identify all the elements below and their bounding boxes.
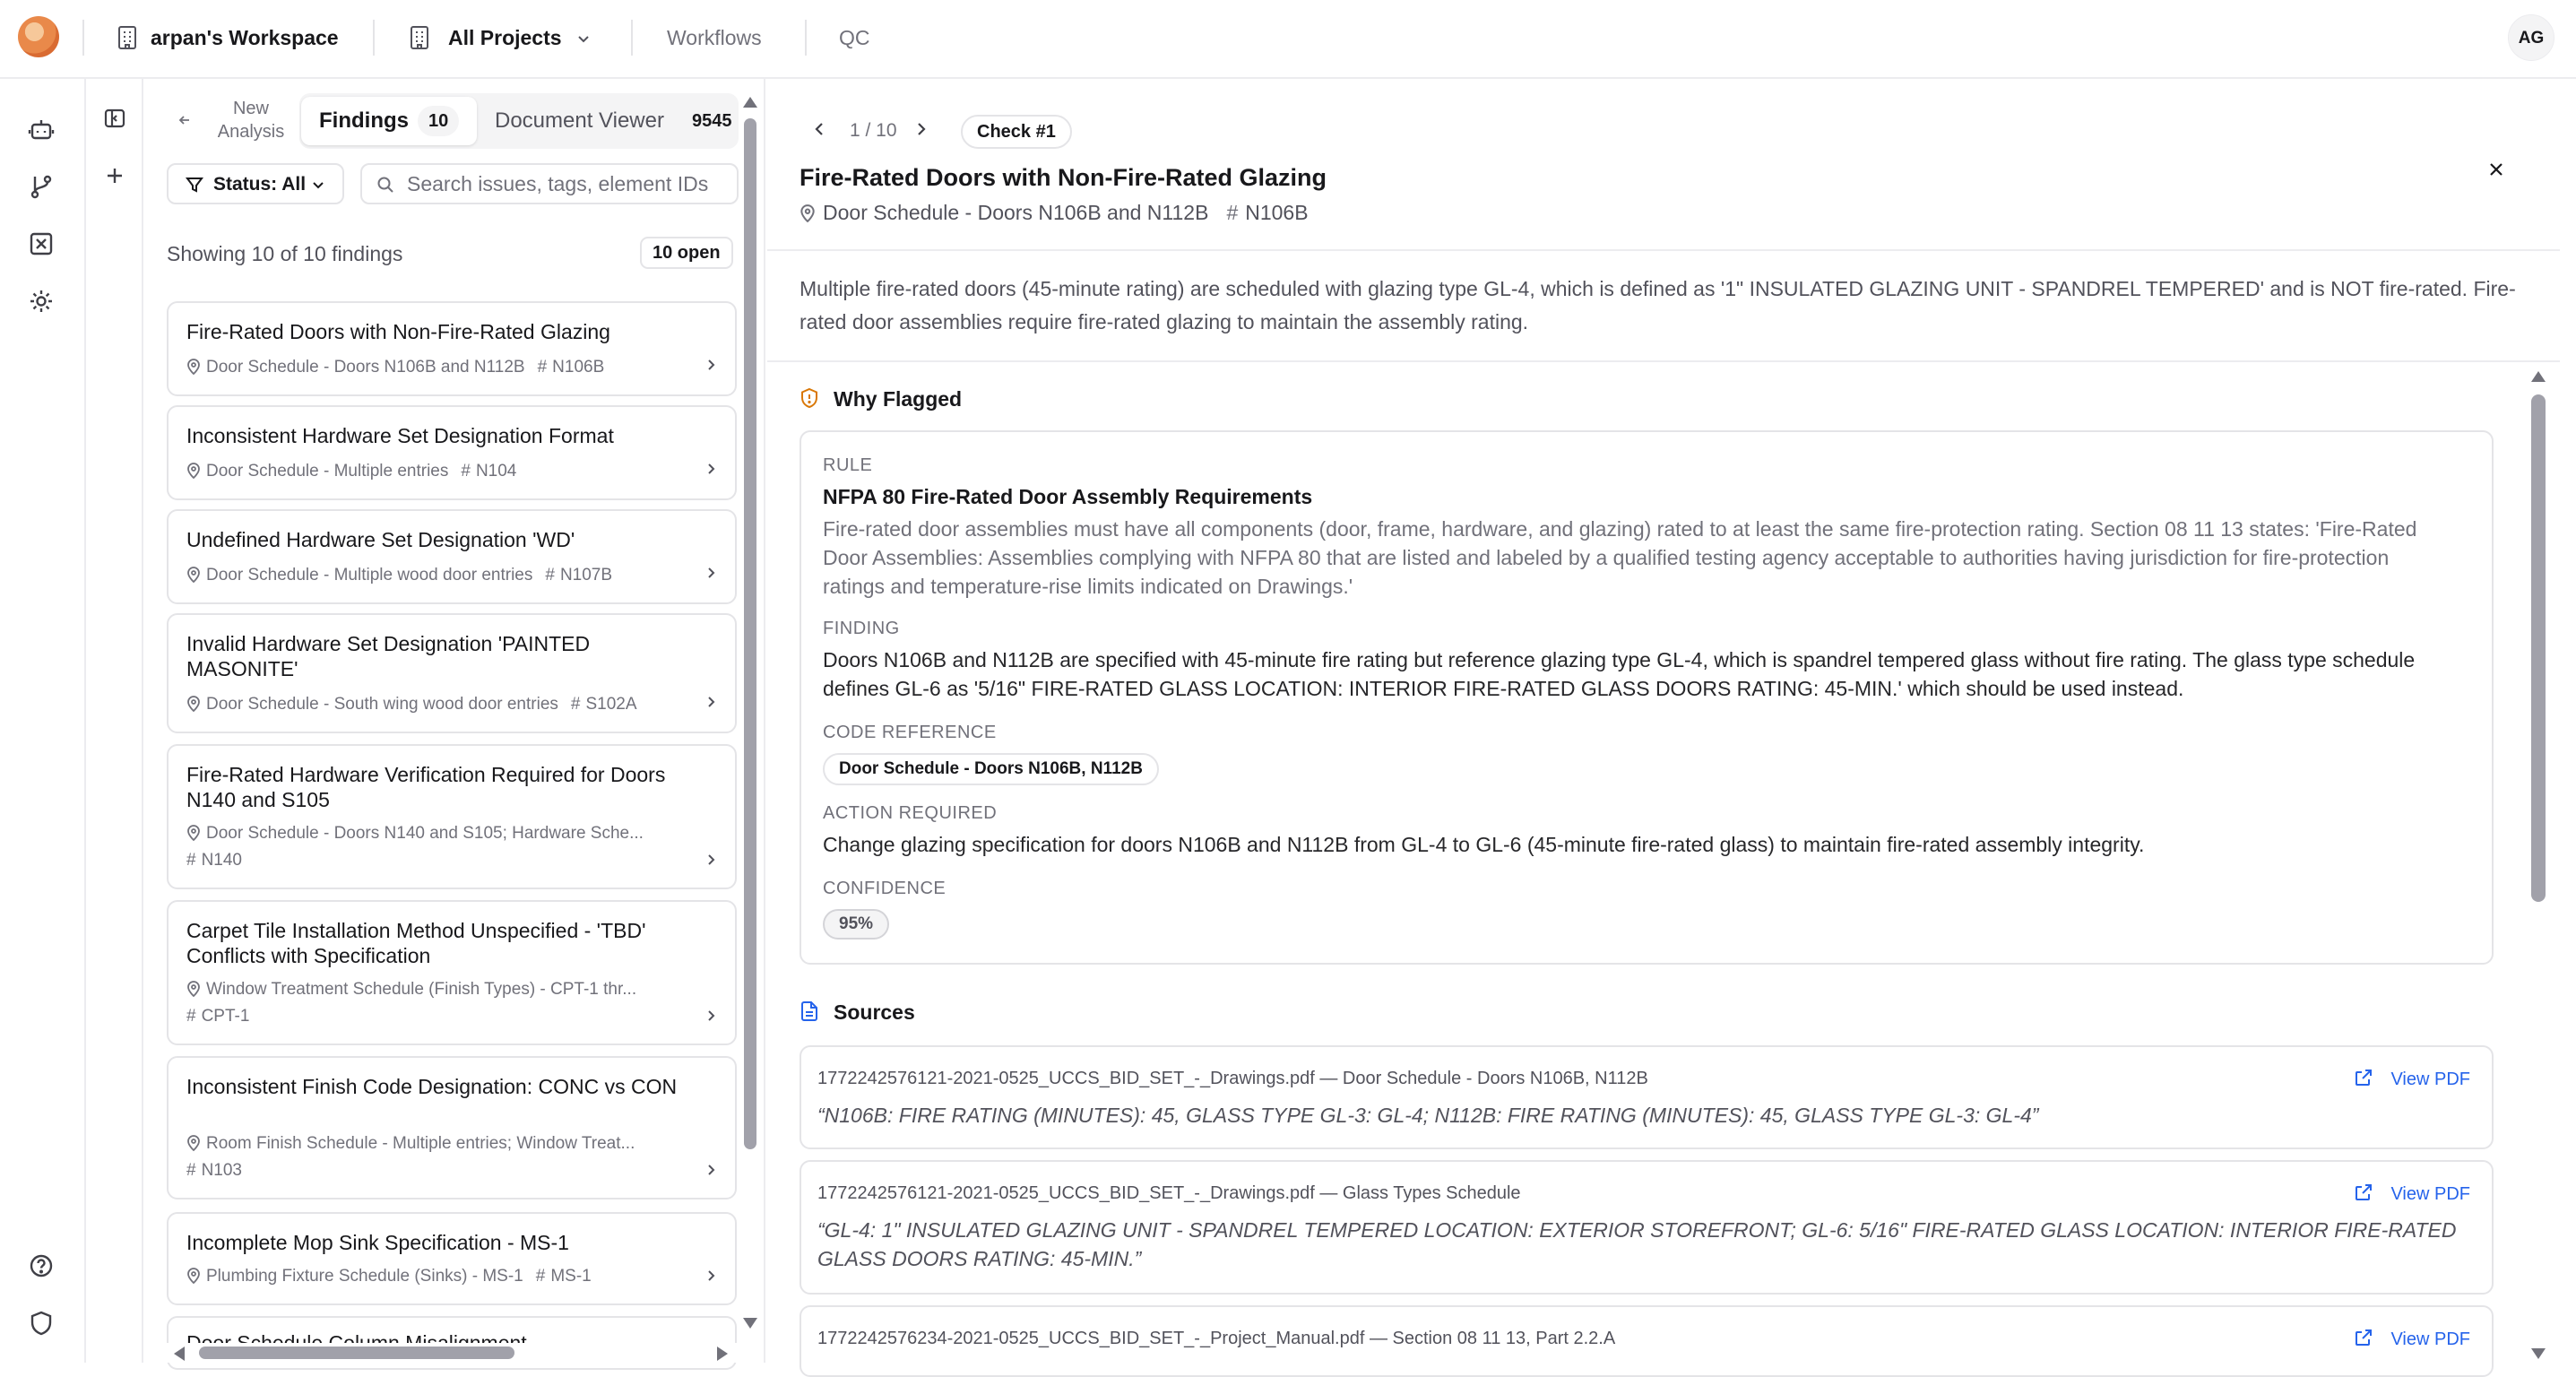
building-icon (117, 25, 138, 50)
chevron-right-icon (703, 565, 719, 581)
map-pin-icon (186, 1268, 201, 1290)
tab-document-viewer[interactable] (482, 97, 739, 145)
finding-card[interactable] (167, 744, 737, 889)
search-icon (375, 174, 396, 195)
finding-tag: N107B (559, 566, 613, 585)
scroll-left-arrow[interactable] (174, 1347, 185, 1361)
tab-findings-count: 10 (418, 106, 459, 136)
next-finding-button[interactable] (911, 118, 936, 143)
divider (82, 20, 84, 56)
finding-label: FINDING (823, 619, 900, 638)
tab-document-viewer-label: Document Viewer (495, 108, 664, 133)
finding-meta (186, 565, 612, 589)
hash-icon: # (537, 358, 548, 377)
finding-tag: MS-1 (550, 1267, 592, 1286)
source-quote: “N106B: FIRE RATING (MINUTES): 45, GLASS TYPE GL-3: GL-4; N112B: FIRE RATING (MINUTES): 45, GLASS TYPE GL-3: GL-4” (817, 1104, 2039, 1127)
arrow-left-icon (177, 113, 192, 127)
detail-scrollbar-thumb[interactable] (2531, 394, 2546, 902)
file-text-icon (800, 1000, 819, 1022)
new-analysis-button[interactable] (170, 93, 296, 149)
source-quote: “GL-4: 1" INSULATED GLAZING UNIT - SPANDREL TEMPERED LOCATION: EXTERIOR STOREFRONT; GL-6: 5/16" FIRE-RATED GLASS LOCATION: INTERIOR FIRE-RATED GLASS DOORS RATING: 45-MIN.” (817, 1218, 2457, 1270)
map-pin-icon (186, 696, 201, 718)
plus-icon[interactable] (104, 165, 125, 186)
git-branch-icon[interactable] (27, 172, 56, 201)
finding-card[interactable] (167, 613, 737, 733)
source-card (800, 1305, 2494, 1377)
finding-title: Incomplete Mop Sink Specification - MS-1 (186, 1231, 569, 1254)
action-text: Change glazing specification for doors N106B and N112B from GL-4 to GL-6 (45-minute fire-rated glass) to maintain fire-rated assembly integrity. (823, 833, 2145, 856)
finding-text: Doors N106B and N112B are specified with 45-minute fire rating but reference glazing type GL-4, which is spandrel tempered glass without fire rating. The glass type schedule defines GL-6 as '5/16" FIRE-RATED GLASS LOCATION: INTERIOR FIRE-RATED GLASS DOORS RATING: 45-MIN.' which should be used instead. (823, 648, 2416, 700)
building-icon (409, 25, 430, 50)
finding-meta (186, 823, 644, 847)
finding-meta (186, 461, 516, 485)
map-pin-icon (186, 567, 201, 589)
rule-label: RULE (823, 455, 873, 475)
tab-findings-label: Findings (319, 108, 409, 133)
map-pin-icon (186, 463, 201, 485)
view-pdf-label: View PDF (2390, 1070, 2470, 1089)
project-selector-label: All Projects (448, 26, 562, 49)
icon-rail (0, 79, 86, 1363)
finding-location: Room Finish Schedule - Multiple entries; Window Treat... (206, 1134, 635, 1153)
map-pin-icon (186, 359, 201, 381)
finding-meta (186, 1133, 635, 1157)
finding-location: Door Schedule - Multiple wood door entries (206, 566, 533, 585)
sidebar-toggle-icon[interactable] (102, 106, 127, 131)
gear-icon[interactable] (27, 287, 56, 316)
nav-workflows[interactable]: Workflows (667, 26, 762, 49)
finding-location: Door Schedule - Doors N106B and N112B (206, 358, 525, 377)
finding-meta (186, 850, 242, 871)
finding-tag: N106B (552, 358, 605, 377)
finding-meta (186, 694, 637, 718)
close-icon[interactable] (2485, 158, 2508, 181)
search-box (360, 163, 739, 204)
confidence-badge: 95% (823, 909, 889, 940)
finding-card[interactable] (167, 1056, 737, 1199)
filter-icon (185, 175, 204, 195)
finding-meta (186, 1006, 249, 1027)
finding-tag: N104 (475, 462, 517, 481)
sources-heading: Sources (834, 1000, 915, 1024)
finding-location: Door Schedule - Multiple entries (206, 462, 449, 481)
scroll-down-arrow[interactable] (743, 1318, 757, 1329)
source-card (800, 1045, 2494, 1149)
help-circle-icon[interactable] (27, 1251, 56, 1280)
finding-tag: S102A (585, 695, 637, 714)
divider (373, 20, 375, 56)
finding-location: Plumbing Fixture Schedule (Sinks) - MS-1 (206, 1267, 523, 1286)
finding-location: Door Schedule - Doors N140 and S105; Hardware Sche... (206, 824, 644, 843)
chevron-right-icon (703, 852, 719, 868)
scroll-down-arrow[interactable] (2531, 1348, 2546, 1359)
view-pdf-link[interactable] (2353, 1182, 2470, 1209)
finding-card[interactable] (167, 900, 737, 1045)
finding-title: Invalid Hardware Set Designation 'PAINTED MASONITE' (186, 632, 591, 680)
divider (631, 20, 633, 56)
tab-findings[interactable] (301, 97, 477, 145)
hash-icon: # (461, 462, 471, 481)
bot-icon[interactable] (27, 115, 56, 143)
chevron-down-icon (310, 177, 326, 193)
panel-controls (86, 79, 143, 1363)
finding-location: Window Treatment Schedule (Finish Types) - CPT-1 thr... (206, 980, 637, 999)
chevron-right-icon (703, 1268, 719, 1284)
detail-tag: N106B (1245, 201, 1309, 224)
finding-card[interactable] (167, 301, 737, 396)
app-logo[interactable] (18, 16, 59, 57)
chevron-right-icon (703, 357, 719, 373)
finding-title: Fire-Rated Hardware Verification Required for Doors N140 and S105 (186, 763, 666, 811)
finding-location: Door Schedule - South wing wood door entries (206, 695, 558, 714)
showing-count: Showing 10 of 10 findings (167, 242, 403, 265)
view-pdf-label: View PDF (2390, 1329, 2470, 1349)
open-count-badge: 10 open (640, 237, 733, 269)
finding-tag: CPT-1 (201, 1007, 250, 1026)
findings-scrollbar-thumb[interactable] (744, 118, 756, 1149)
hash-icon: # (535, 1267, 546, 1286)
why-flagged-heading: Why Flagged (834, 387, 963, 411)
detail-title: Fire-Rated Doors with Non-Fire-Rated Glazing (800, 164, 1327, 191)
view-pdf-link[interactable] (2353, 1327, 2470, 1355)
finding-title: Undefined Hardware Set Designation 'WD' (186, 528, 575, 551)
source-name: 1772242576234-2021-0525_UCCS_BID_SET_-_Project_Manual.pdf — Section 08 11 13, Part 2.2.A (817, 1329, 1616, 1348)
rule-text: Fire-rated door assemblies must have all components (door, frame, hardware, and glazing) rated to at least the same fire-protection rating. Section 08 11 13 states: 'Fire-Rated Door Assemblies: Assemblies complying with NFPA 80 that are listed and labeled by a qualified testing agency acceptable to authorities having jurisdiction for fire-protection ratings and temperature-rise limits indicated on Drawings.' (823, 517, 2417, 598)
project-selector[interactable] (409, 20, 597, 56)
confidence-label: CONFIDENCE (823, 879, 947, 898)
rule-title: NFPA 80 Fire-Rated Door Assembly Requirements (823, 485, 1313, 508)
detail-meta (800, 199, 1309, 229)
nav-qc[interactable]: QC (839, 26, 870, 49)
finding-meta (186, 1266, 592, 1290)
chevron-right-icon (703, 1008, 719, 1024)
avatar[interactable]: AG (2508, 14, 2554, 61)
hash-icon: # (186, 851, 196, 870)
external-link-icon (2353, 1067, 2374, 1095)
pager-text: 1 / 10 (850, 120, 897, 141)
map-pin-icon (186, 1135, 201, 1157)
finding-meta (186, 1160, 242, 1182)
view-pdf-link[interactable] (2353, 1067, 2470, 1095)
new-analysis-label-1: New (232, 99, 269, 118)
source-card (800, 1160, 2494, 1295)
scroll-right-arrow[interactable] (717, 1347, 728, 1361)
action-required-label: ACTION REQUIRED (823, 803, 998, 823)
detail-location: Door Schedule - Doors N106B and N112B (823, 201, 1209, 224)
prev-finding-button[interactable] (808, 118, 834, 143)
finding-title: Fire-Rated Doors with Non-Fire-Rated Glazing (186, 320, 610, 343)
divider (805, 20, 807, 56)
detail-summary: Multiple fire-rated doors (45-minute rating) are scheduled with glazing type GL-4, which is defined as '1" INSULATED GLAZING UNIT - SPANDREL TEMPERED' and is NOT fire-rated. Fire-rated door assemblies require fire-rated glazing to maintain the assembly rating. (800, 277, 2516, 333)
map-pin-icon (186, 981, 201, 1003)
status-filter[interactable] (167, 163, 344, 204)
tab-document-viewer-count: 9545 (692, 111, 732, 131)
search-input[interactable] (407, 170, 730, 197)
finding-meta (186, 979, 636, 1003)
hash-icon: # (186, 1161, 196, 1180)
map-pin-icon (800, 202, 816, 229)
hash-icon: # (570, 695, 581, 714)
finding-title: Carpet Tile Installation Method Unspecified - 'TBD' Conflicts with Specification (186, 919, 646, 967)
square-x-icon[interactable] (27, 230, 56, 258)
shield-icon[interactable] (27, 1309, 56, 1338)
view-pdf-label: View PDF (2390, 1184, 2470, 1204)
finding-meta (186, 357, 604, 381)
chevron-right-icon (703, 461, 719, 477)
status-filter-label: Status: All (213, 174, 307, 195)
map-pin-icon (186, 825, 201, 847)
chevron-down-icon (575, 30, 592, 47)
workspace-name[interactable]: arpan's Workspace (151, 26, 339, 49)
finding-title: Inconsistent Hardware Set Designation Format (186, 424, 614, 447)
chevron-right-icon (703, 1162, 719, 1178)
code-reference-chip[interactable]: Door Schedule - Doors N106B, N112B (823, 753, 1159, 785)
external-link-icon (2353, 1327, 2374, 1355)
finding-tag: N140 (201, 851, 242, 870)
divider (767, 249, 2560, 251)
finding-card[interactable] (167, 1212, 737, 1305)
chevron-right-icon (703, 694, 719, 710)
finding-card[interactable] (167, 405, 737, 500)
hash-icon: # (545, 566, 555, 585)
top-bar (0, 0, 2576, 79)
source-name: 1772242576121-2021-0525_UCCS_BID_SET_-_Drawings.pdf — Glass Types Schedule (817, 1183, 1521, 1203)
scroll-up-arrow[interactable] (2531, 371, 2546, 382)
source-name: 1772242576121-2021-0525_UCCS_BID_SET_-_Drawings.pdf — Door Schedule - Doors N106B, N112B (817, 1069, 1648, 1088)
divider (767, 360, 2560, 362)
code-reference-label: CODE REFERENCE (823, 723, 997, 742)
external-link-icon (2353, 1182, 2374, 1209)
shield-alert-icon (800, 387, 819, 409)
finding-card[interactable] (167, 509, 737, 604)
hash-icon: # (1226, 201, 1239, 224)
new-analysis-label-2: Analysis (217, 122, 285, 142)
scroll-up-arrow[interactable] (743, 97, 757, 108)
finding-title: Inconsistent Finish Code Designation: CONC vs CON (186, 1075, 678, 1098)
findings-hscrollbar-thumb[interactable] (199, 1347, 514, 1359)
finding-tag: N103 (201, 1161, 242, 1180)
check-badge: Check #1 (961, 115, 1072, 149)
hash-icon: # (186, 1007, 196, 1026)
